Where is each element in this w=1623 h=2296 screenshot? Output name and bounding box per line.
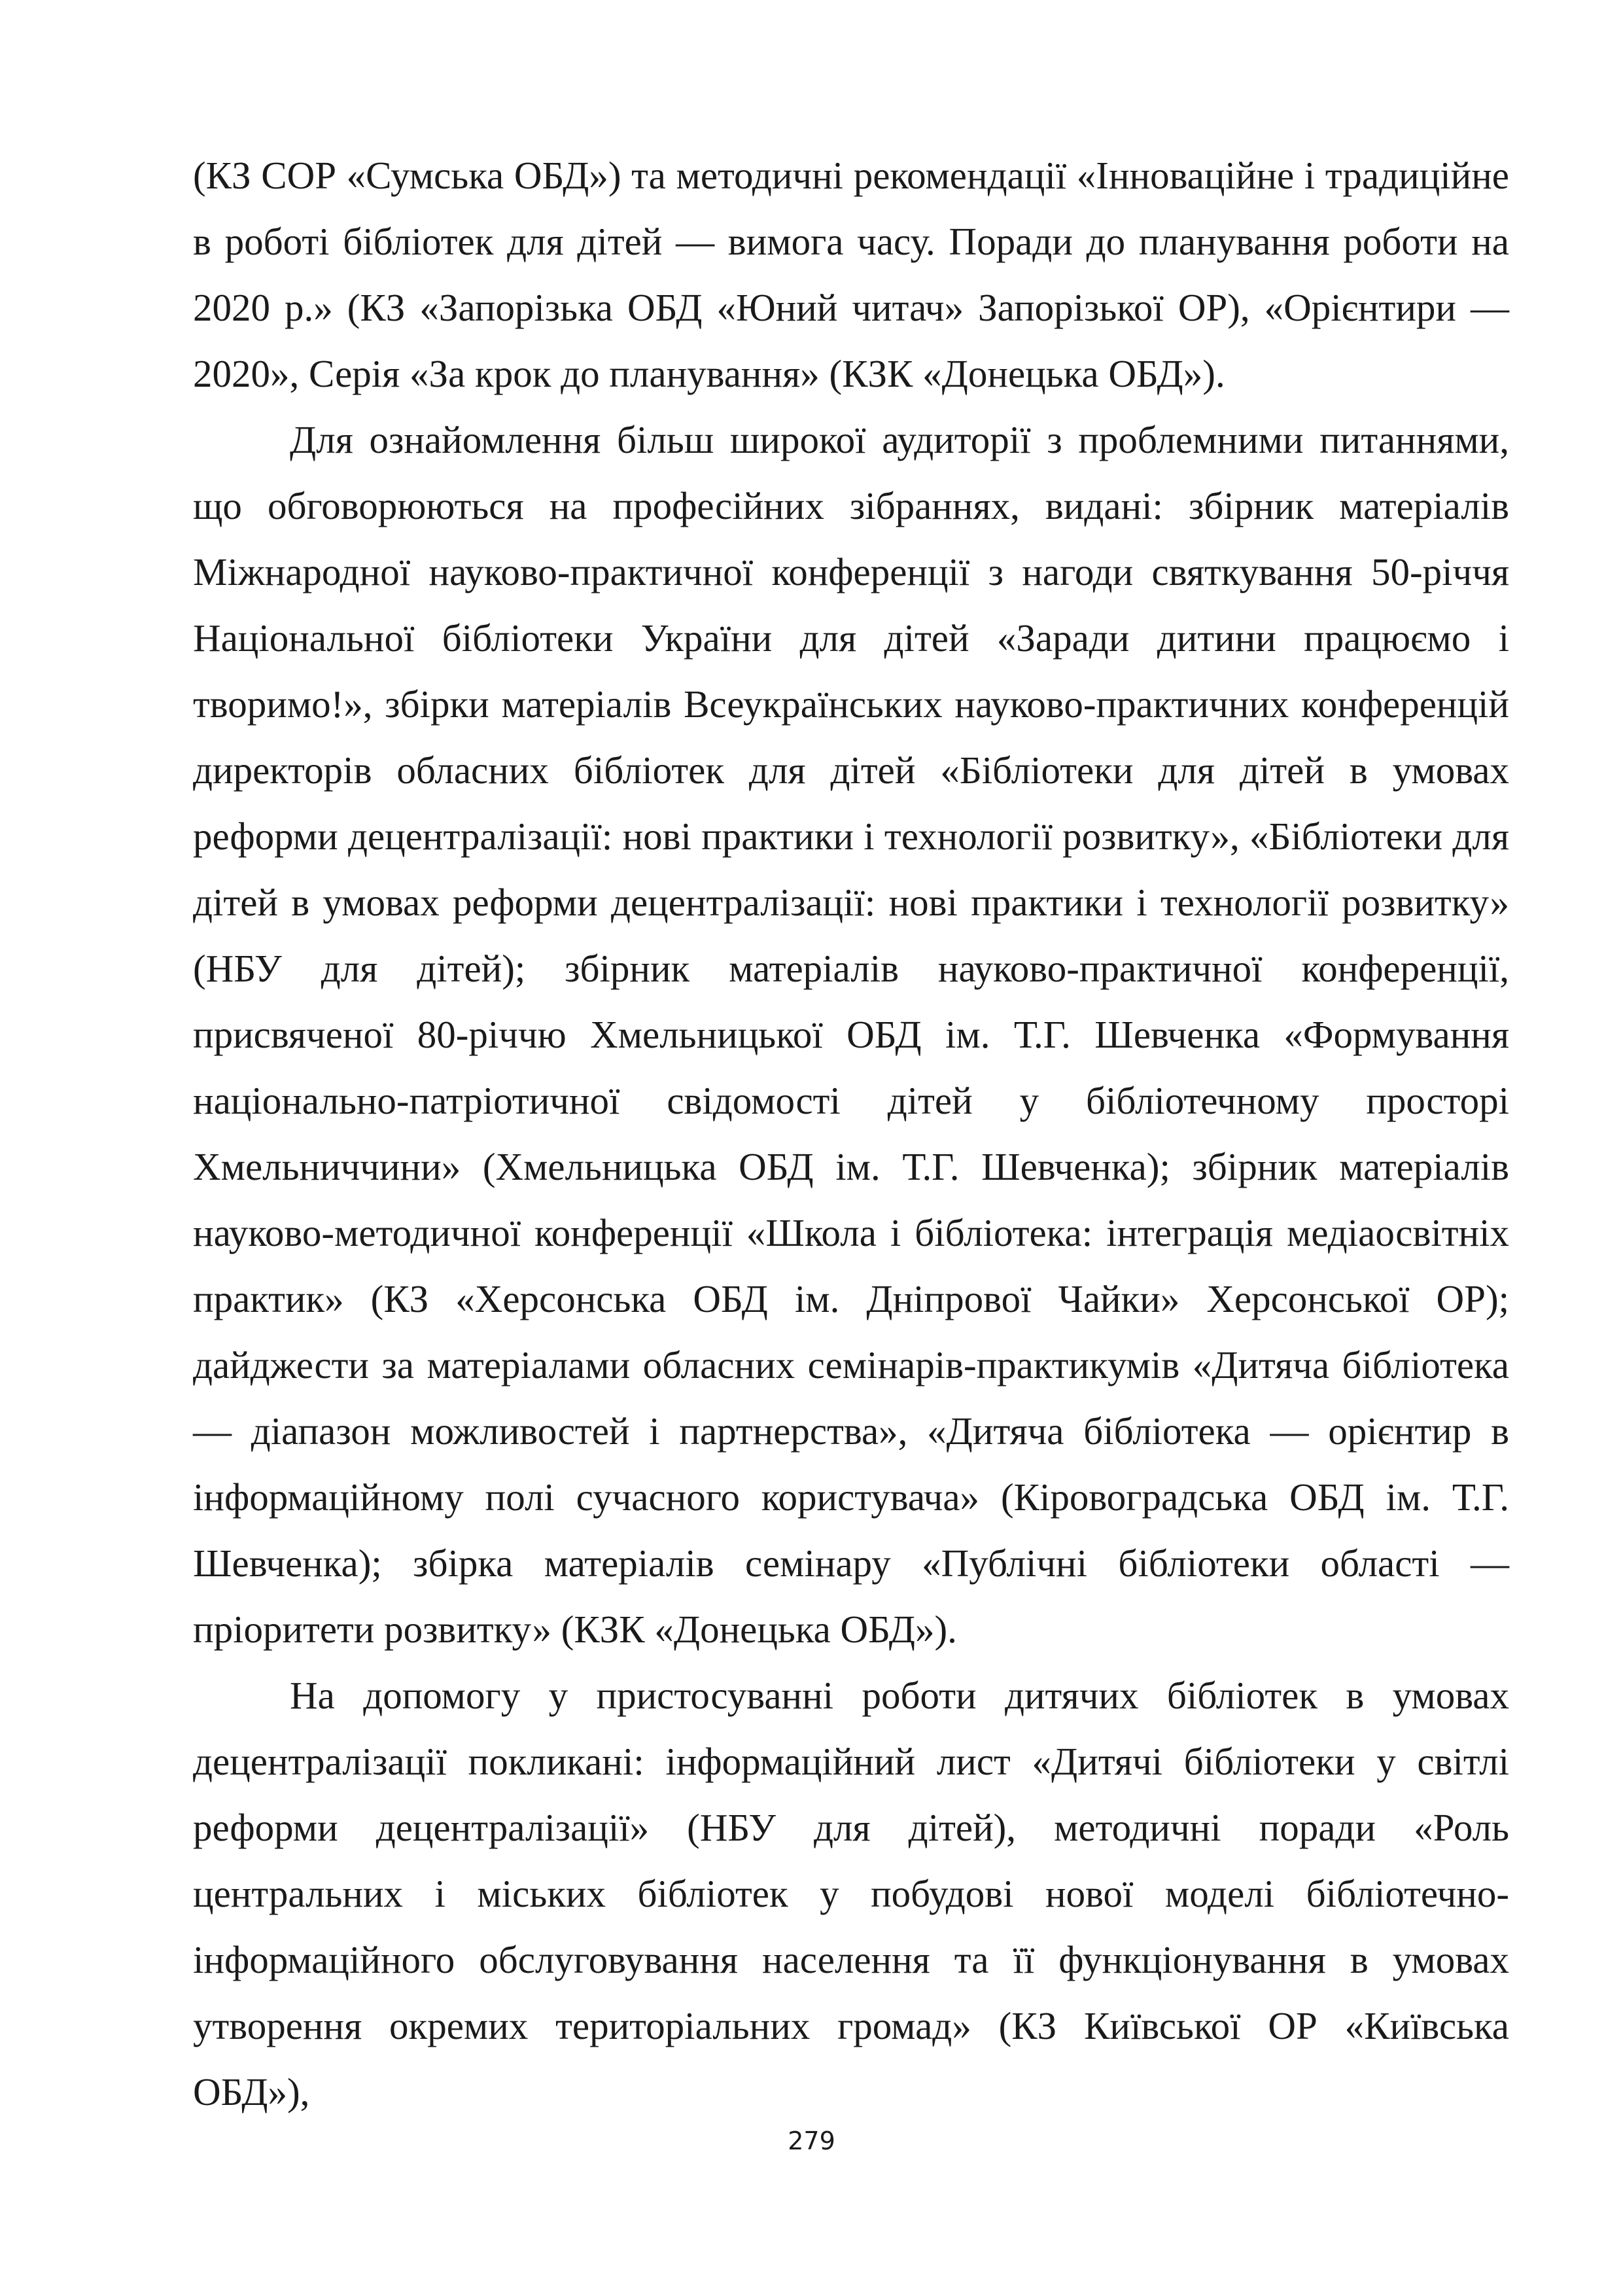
body-text [193, 143, 1509, 2125]
paragraph-publications: Для ознайомлення більш широкої аудиторії з проблемними питаннями, що обговорюються на професійних зібраннях, видані: збірник матеріалів Міжнародної науково-практичної конференції з нагоди святкування 50-річчя Національної бібліотеки України для дітей «Заради дитини працюємо і творимо!», збірки матеріалів Всеукраїнських науково-практичних конференцій директорів обласних бібліотек для дітей «Бібліотеки для дітей в умовах реформи децентралізації: нові практики і технології розвитку», «Бібліотеки для дітей в умовах реформи децентралізації: нові практики і технології розвитку» (НБУ для дітей); збірник матеріалів науково-практичної конференції, присвяченої 80-річчю Хмельницької ОБД ім. Т.Г. Шевченка «Формування національно-патріотичної свідомості дітей у бібліотечному просторі Хмельниччини» (Хмельницька ОБД ім. Т.Г. Шевченка); збірник матеріалів науково-методичної конференції «Школа і бібліотека: інтеграція медіаосвітніх практик» (КЗ «Херсонська ОБД ім. Дніпрової Чайки» Херсонської ОР); дайджести за матеріалами обласних семінарів-практикумів «Дитяча бібліотека — діапазон можливостей і партнерства», «Дитяча бібліотека — орієнтир в інформаційному полі сучасного користувача» (Кіровоградська ОБД ім. Т.Г. Шевченка); збірка матеріалів семінару «Публічні бібліотеки області — пріоритети розвитку» (КЗК «Донецька ОБД»). [193, 418, 1509, 1651]
paragraph-continuation: (КЗ СОР «Сумська ОБД») та методичні рекомендації «Інноваційне і традиційне в роботі бібліотек для дітей — вимога часу. Поради до планування роботи на 2020 р.» (КЗ «Запорізька ОБД «Юний читач» Запорізької ОР), «Орієнтири — 2020», Серія «За крок до планування» (КЗК «Донецька ОБД»). [193, 154, 1509, 395]
page-number: 279 [788, 2127, 835, 2155]
paragraph-decentralization: На допомогу у пристосуванні роботи дитячих бібліотек в умовах децентралізації покликані: інформаційний лист «Дитячі бібліотеки у світлі реформи децентралізації» (НБУ для дітей), методичні поради «Роль центральних і міських бібліотек у побудові нової моделі бібліотечно-інформаційного обслуговування населення та її функціонування в умовах утворення окремих територіальних громад» (КЗ Київської ОР «Київська ОБД»), [193, 1674, 1509, 2113]
